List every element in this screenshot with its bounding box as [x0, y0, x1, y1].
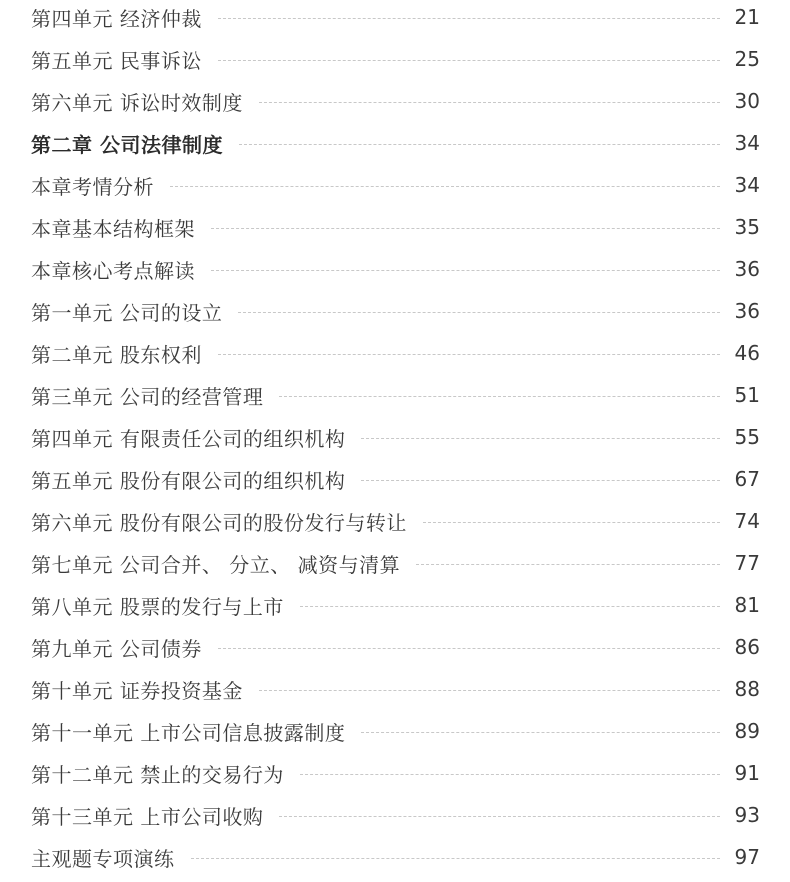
- dot-leader: [218, 648, 720, 649]
- toc-entry-title: 主观题专项演练: [31, 846, 175, 871]
- dot-leader: [170, 186, 720, 187]
- dot-leader: [279, 396, 720, 397]
- toc-entry[interactable]: [31, 416, 760, 458]
- dot-leader: [300, 606, 720, 607]
- toc-entry-page: 36: [734, 299, 760, 323]
- toc-entry-page: 88: [734, 677, 760, 701]
- toc-entry[interactable]: [31, 80, 760, 122]
- toc-entry-page: 34: [734, 131, 760, 155]
- dot-leader: [238, 312, 720, 313]
- toc-entry[interactable]: [31, 290, 760, 332]
- toc-entry-page: 55: [734, 425, 760, 449]
- dot-leader: [423, 522, 720, 523]
- dot-leader: [211, 228, 720, 229]
- toc-entry[interactable]: [31, 164, 760, 206]
- toc-entry[interactable]: [31, 794, 760, 836]
- toc-entry-title: 本章基本结构框架: [31, 216, 195, 241]
- dot-leader: [191, 858, 721, 859]
- dot-leader: [361, 438, 720, 439]
- toc-entry-page: 21: [734, 5, 760, 29]
- toc-entry-page: 51: [734, 383, 760, 407]
- toc-entry-title: 第九单元 公司债券: [31, 636, 202, 661]
- dot-leader: [279, 816, 720, 817]
- toc-entry[interactable]: [31, 206, 760, 248]
- toc-entry-title: 第一单元 公司的设立: [31, 300, 223, 325]
- toc-entry-title: 第六单元 诉讼时效制度: [31, 90, 243, 115]
- toc-entry-page: 30: [734, 89, 760, 113]
- toc-chapter-entry[interactable]: [31, 122, 760, 164]
- toc-entry-page: 97: [734, 845, 760, 869]
- dot-leader: [211, 270, 720, 271]
- toc-entry-page: 93: [734, 803, 760, 827]
- toc-entry-page: 77: [734, 551, 760, 575]
- toc-entry-page: 91: [734, 761, 760, 785]
- toc-entry-title: 第八单元 股票的发行与上市: [31, 594, 284, 619]
- toc-entry[interactable]: [31, 836, 760, 878]
- toc-chapter-title: 第二章 公司法律制度: [31, 132, 223, 157]
- toc-entry-page: 35: [734, 215, 760, 239]
- toc-entry-title: 第二单元 股东权利: [31, 342, 202, 367]
- toc-entry-page: 74: [734, 509, 760, 533]
- toc-entry-title: 第十单元 证券投资基金: [31, 678, 243, 703]
- dot-leader: [259, 102, 720, 103]
- toc-entry[interactable]: [31, 542, 760, 584]
- toc-entry-title: 第五单元 股份有限公司的组织机构: [31, 468, 346, 493]
- toc-entry[interactable]: [31, 0, 760, 38]
- toc-entry[interactable]: [31, 752, 760, 794]
- dot-leader: [361, 732, 720, 733]
- toc-entry-title: 第四单元 经济仲裁: [31, 6, 202, 31]
- toc-entry[interactable]: [31, 584, 760, 626]
- toc-entry[interactable]: [31, 710, 760, 752]
- dot-leader: [259, 690, 720, 691]
- toc-entry-title: 本章核心考点解读: [31, 258, 195, 283]
- toc-entry-page: 86: [734, 635, 760, 659]
- toc-entry[interactable]: [31, 248, 760, 290]
- toc-entry[interactable]: [31, 374, 760, 416]
- toc-entry-page: 36: [734, 257, 760, 281]
- toc-entry-title: 第六单元 股份有限公司的股份发行与转让: [31, 510, 407, 535]
- toc-entry-page: 67: [734, 467, 760, 491]
- dot-leader: [218, 354, 720, 355]
- toc-entry-title: 第三单元 公司的经营管理: [31, 384, 264, 409]
- toc-entry[interactable]: [31, 332, 760, 374]
- toc-entry[interactable]: [31, 38, 760, 80]
- toc-entry-title: 第四单元 有限责任公司的组织机构: [31, 426, 346, 451]
- toc-entry[interactable]: [31, 458, 760, 500]
- toc-entry-page: 46: [734, 341, 760, 365]
- dot-leader: [416, 564, 720, 565]
- toc-entry-page: 81: [734, 593, 760, 617]
- toc-entry-title: 第十二单元 禁止的交易行为: [31, 762, 284, 787]
- toc-entry[interactable]: [31, 500, 760, 542]
- toc-entry-title: 第十一单元 上市公司信息披露制度: [31, 720, 346, 745]
- toc-entry-title: 第五单元 民事诉讼: [31, 48, 202, 73]
- toc-entry[interactable]: [31, 626, 760, 668]
- toc-entry-page: 89: [734, 719, 760, 743]
- dot-leader: [239, 144, 720, 145]
- dot-leader: [218, 18, 720, 19]
- toc-entry-title: 第十三单元 上市公司收购: [31, 804, 264, 829]
- toc-entry-title: 第七单元 公司合并、 分立、 减资与清算: [31, 552, 401, 577]
- toc-entry[interactable]: [31, 668, 760, 710]
- dot-leader: [218, 60, 720, 61]
- toc-entry-page: 25: [734, 47, 760, 71]
- dot-leader: [300, 774, 720, 775]
- toc-entry-page: 34: [734, 173, 760, 197]
- toc-entry-title: 本章考情分析: [31, 174, 154, 199]
- dot-leader: [361, 480, 720, 481]
